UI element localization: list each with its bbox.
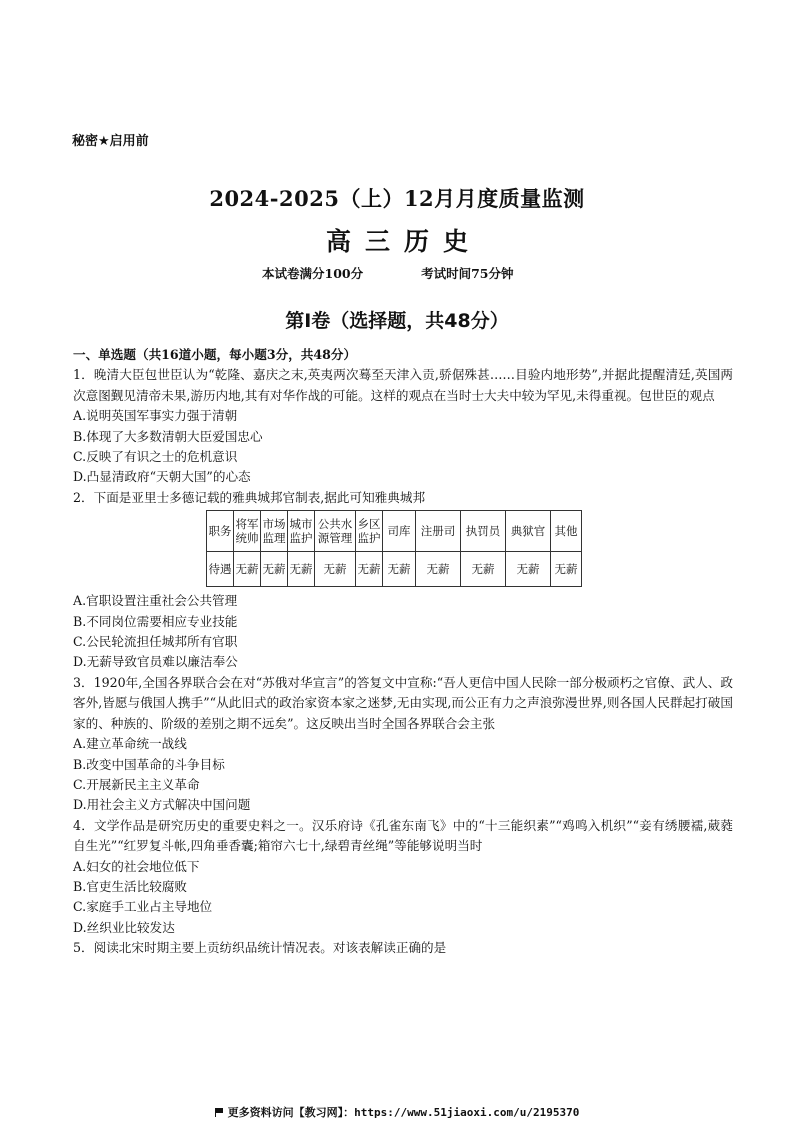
table-cell: 无薪 [315,552,356,587]
question-3-option-a: A.建立革命统一战线 [73,736,187,752]
table-cell: 无薪 [551,552,582,587]
table-cell: 公共水源管理 [315,511,356,552]
full-score: 本试卷满分100分 [262,266,364,281]
question-1-option-d: D.凸显清政府“天朝大国”的心态 [73,469,251,485]
table-cell: 市场监理 [261,511,288,552]
question-3-option-c: C.开展新民主主义革命 [73,776,200,792]
table-cell: 无薪 [288,552,315,587]
question-2-option-c: C.公民轮流担任城邦所有官职 [73,634,238,650]
question-2-stem: 2．下面是亚里士多德记载的雅典城邦官制表,据此可知雅典城邦 [73,489,426,505]
question-4-stem: 4．文学作品是研究历史的重要史料之一。汉乐府诗《孔雀东南飞》中的“十三能织素”“鸡鸣入机织”“妾有绣腰襦,葳蕤自生光”“红罗复斗帐,四角垂香囊;箱帘六七十,绿碧青丝绳”等能够说明当时 [73,817,733,854]
question-3-option-d: D.用社会主义方式解决中国问题 [73,797,251,813]
exam-meta [262,264,514,282]
question-4-option-d: D.丝织业比较发达 [73,919,175,935]
subject-title: 高三历史 [325,227,482,256]
exam-title: 2024-2025（上）12月月度质量监测 [209,186,585,211]
footer-link[interactable] [0,1104,794,1120]
question-section [73,345,733,959]
table-cell: 其他 [551,511,582,552]
table-cell: 执罚员 [461,511,506,552]
table-cell: 将军统帅 [234,511,261,552]
table-cell: 无薪 [234,552,261,587]
question-4-option-b: B.官吏生活比较腐败 [73,878,188,894]
table-pay-row [207,552,582,587]
question-5-stem: 5．阅读北宋时期主要上贡纺织品统计情况表。对该表解读正确的是 [73,940,447,956]
table-cell: 无薪 [261,552,288,587]
table-cell: 典狱官 [506,511,551,552]
table-cell: 无薪 [461,552,506,587]
question-1-stem: 1．晚清大臣包世臣认为“乾隆、嘉庆之末,英夷两次蓦至天津入贡,骄倨殊甚……目验内地形势”,并据此提醒清廷,英国两次意图觐见清帝未果,游历内地,其有对华作战的可能。这样的观点在当时士大夫中较为罕见,未得重视。包世臣的观点 [73,367,733,403]
question-4-option-c: C.家庭手工业占主导地位 [73,899,213,915]
question-1-option-b: B.体现了大多数清朝大臣爱国忠心 [73,428,263,444]
table-cell: 职务 [207,511,234,552]
confidential-mark: 秘密★启用前 [72,134,149,149]
exam-time: 考试时间75分钟 [421,266,514,281]
question-4-option-a: A.妇女的社会地位低下 [73,858,200,874]
table-cell: 无薪 [383,552,416,587]
question-2-option-a: A.官职设置注重社会公共管理 [73,593,238,609]
table-cell: 城市监护 [288,511,315,552]
table-cell: 无薪 [416,552,461,587]
table-cell: 无薪 [356,552,383,587]
question-1-option-c: C.反映了有识之士的危机意识 [73,449,238,465]
table-cell: 注册司 [416,511,461,552]
question-1-option-a: A.说明英国军事实力强于清朝 [73,408,238,424]
table-cell: 乡区监护 [356,511,383,552]
table-cell: 司库 [383,511,416,552]
footer-text[interactable]: 更多资料访问【教习网】：https://www.51jiaoxi.com/u/2195370 [227,1106,580,1119]
table-header-row [207,511,582,552]
flag-icon [215,1108,224,1117]
athens-officials-table [206,510,582,587]
question-2-option-d: D.无薪导致官员难以廉洁奉公 [73,654,238,670]
question-3-stem: 3．1920年,全国各界联合会在对“苏俄对华宣言”的答复文中宣称:“吾人更信中国人民除一部分极顽朽之官僚、武人、政客外,皆愿与俄国人携手”“从此旧式的政治家资本家之迷梦,无由实现,而公正有力之声浪弥漫世界,则各国人民群起打破国家的、种族的、阶级的差别之期不远矣”。这反映出当时全国各界联合会主张 [73,674,733,731]
part-title: 第I卷（选择题，共48分） [285,310,509,332]
question-2-option-b: B.不同岗位需要相应专业技能 [73,613,238,629]
table-cell: 无薪 [506,552,551,587]
table-cell: 待遇 [207,552,234,587]
question-3-option-b: B.改变中国革命的斗争目标 [73,756,225,772]
section-title: 一、单选题（共16道小题，每小题3分，共48分） [73,347,357,362]
